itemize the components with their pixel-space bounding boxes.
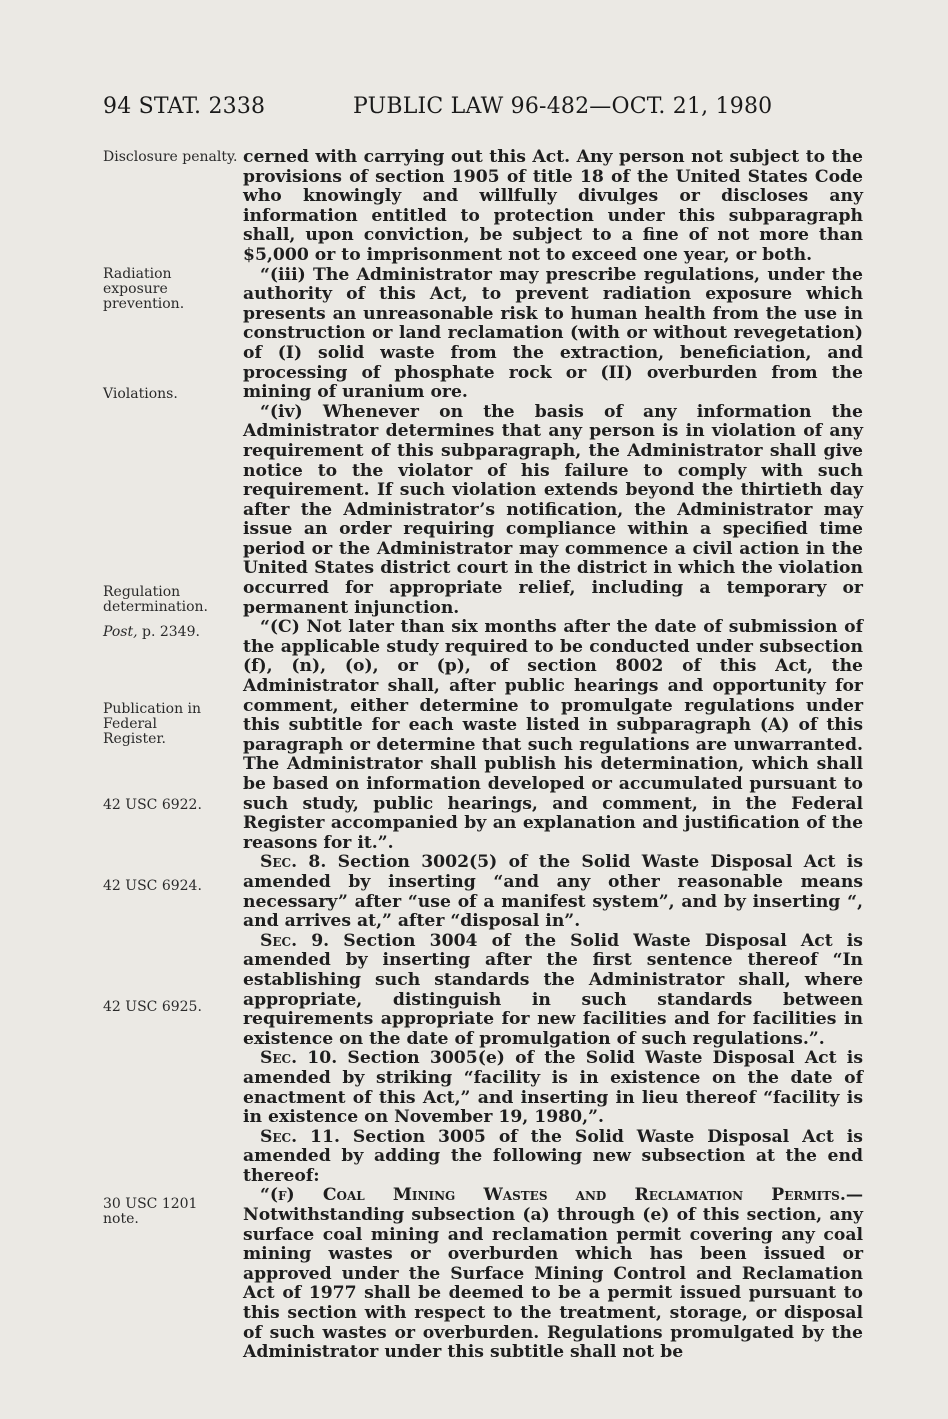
sec-9-label: Sec. 9. (260, 930, 330, 951)
sec-11-text: Section 3005 of the Solid Waste Disposal Act is amended by adding the following new subsection at the end thereof: (243, 1126, 863, 1186)
sec-10-label: Sec. 10. (260, 1048, 338, 1069)
paragraph-f (243, 1186, 863, 1362)
post-italic: Post, (103, 624, 138, 640)
public-law-title: PUBLIC LAW 96-482—OCT. 21, 1980 (353, 94, 773, 119)
body-text (243, 148, 863, 1363)
paragraph-disclosure: cerned with carrying out this Act. Any person not subject to the provisions of section 1905 of title 18 of the United States Code who knowingly and willfully divulges or discloses any information entitled to protection under this subparagraph shall, upon conviction, be subject to a fine of not more than $5,000 or to imprisonment not to exceed one year, or both. (243, 147, 863, 265)
margin-note-usc-1201: 30 USC 1201 note. (103, 1196, 198, 1227)
margin-note-radiation: Radiation exposure prevention. (103, 266, 185, 312)
paragraph-sec-9 (243, 932, 863, 1050)
sec-11-label: Sec. 11. (260, 1126, 340, 1147)
page-header (103, 94, 863, 124)
margin-note-usc-6925: 42 USC 6925. (103, 999, 202, 1015)
margin-note-usc-6924: 42 USC 6924. (103, 878, 202, 894)
margin-note-violations: Violations. (103, 386, 178, 402)
subsection-f-heading: “(f) Coal Mining Wastes and Reclamation Permits. (260, 1185, 846, 1206)
margin-note-regulation: Regulation determination. (103, 584, 208, 615)
sec-10-text: Section 3005(e) of the Solid Waste Disposal Act is amended by striking “facility is in existence on the date of enactment of this Act,” and inserting in lieu thereof “facility is in existence on November 19, 1980,”. (243, 1048, 863, 1128)
paragraph-sec-10 (243, 1049, 863, 1127)
margin-note-disclosure: Disclosure penalty. (103, 149, 238, 165)
paragraph-c: “(C) Not later than six months after the date of submission of the applicable study required to be conducted under subsection (f), (n), (o), or (p), of section 8002 of this Act, the Administrator shall, after public hearings and opportunity for comment, either determine to promulgate regulations under this subtitle for each waste listed in subparagraph (A) of this paragraph or determine that such regulations are unwarranted. The Administrator shall publish his determination, which shall be based on information developed or accumulated pursuant to such study, public hearings, and comment, in the Federal Register accompanied by an explanation and justification of the reasons for it.”. (243, 617, 863, 853)
subsection-f-text: —Notwithstanding subsection (a) through (e) of this section, any surface coal mining and reclamation permit covering any coal mining wastes or overburden which has been issued or approved under the Surface Mining Control and Reclamation Act of 1977 shall be deemed to be a permit issued pursuant to this section with respect to the treatment, storage, or disposal of such wastes or overburden. Regulations promulgated by the Administrator under this subtitle shall not be (243, 1185, 863, 1363)
sec-8-label: Sec. 8. (260, 852, 327, 873)
sec-9-text: Section 3004 of the Solid Waste Disposal Act is amended by inserting after the first sentence thereof “In establishing such standards the Administrator shall, where appropriate, distinguish in such standards between requirements appropriate for new facilities and for facilities in existence on the date of promulgation of such regulations.”. (243, 930, 863, 1049)
post-page: p. 2349. (137, 624, 200, 640)
paragraph-iii: “(iii) The Administrator may prescribe regulations, under the authority of this Act, to prevent radiation exposure which presents an unreasonable risk to human health from the use in construction or land reclamation (with or without revegetation) of (I) solid waste from the extraction, beneficiation, and processing of phosphate rock or (II) overburden from the mining of uranium ore. (243, 264, 863, 403)
paragraph-iv: “(iv) Whenever on the basis of any information the Administrator determines that any person is in violation of any requirement of this subparagraph, the Administrator shall give notice to the violator of his failure to comply with such requirement. If such violation extends beyond the thirtieth day after the Administrator’s notification, the Administrator may issue an order requiring compliance within a specified time period or the Administrator may commence a civil action in the United States district court in the district in which the violation occurred for appropriate relief, including a temporary or permanent injunction. (243, 401, 863, 618)
sec-8-text: Section 3002(5) of the Solid Waste Disposal Act is amended by inserting “and any other reasonable means necessary” after “use of a manifest system”, and by inserting “, and arrives at,” after “disposal in”. (243, 852, 863, 932)
margin-note-publication: Publication in Federal Register. (103, 701, 202, 747)
margin-note-usc-6922: 42 USC 6922. (103, 797, 202, 813)
paragraph-sec-11 (243, 1128, 863, 1187)
margin-note-post (103, 625, 238, 640)
paragraph-sec-8 (243, 853, 863, 931)
statute-page-number: 94 STAT. 2338 (103, 94, 266, 119)
